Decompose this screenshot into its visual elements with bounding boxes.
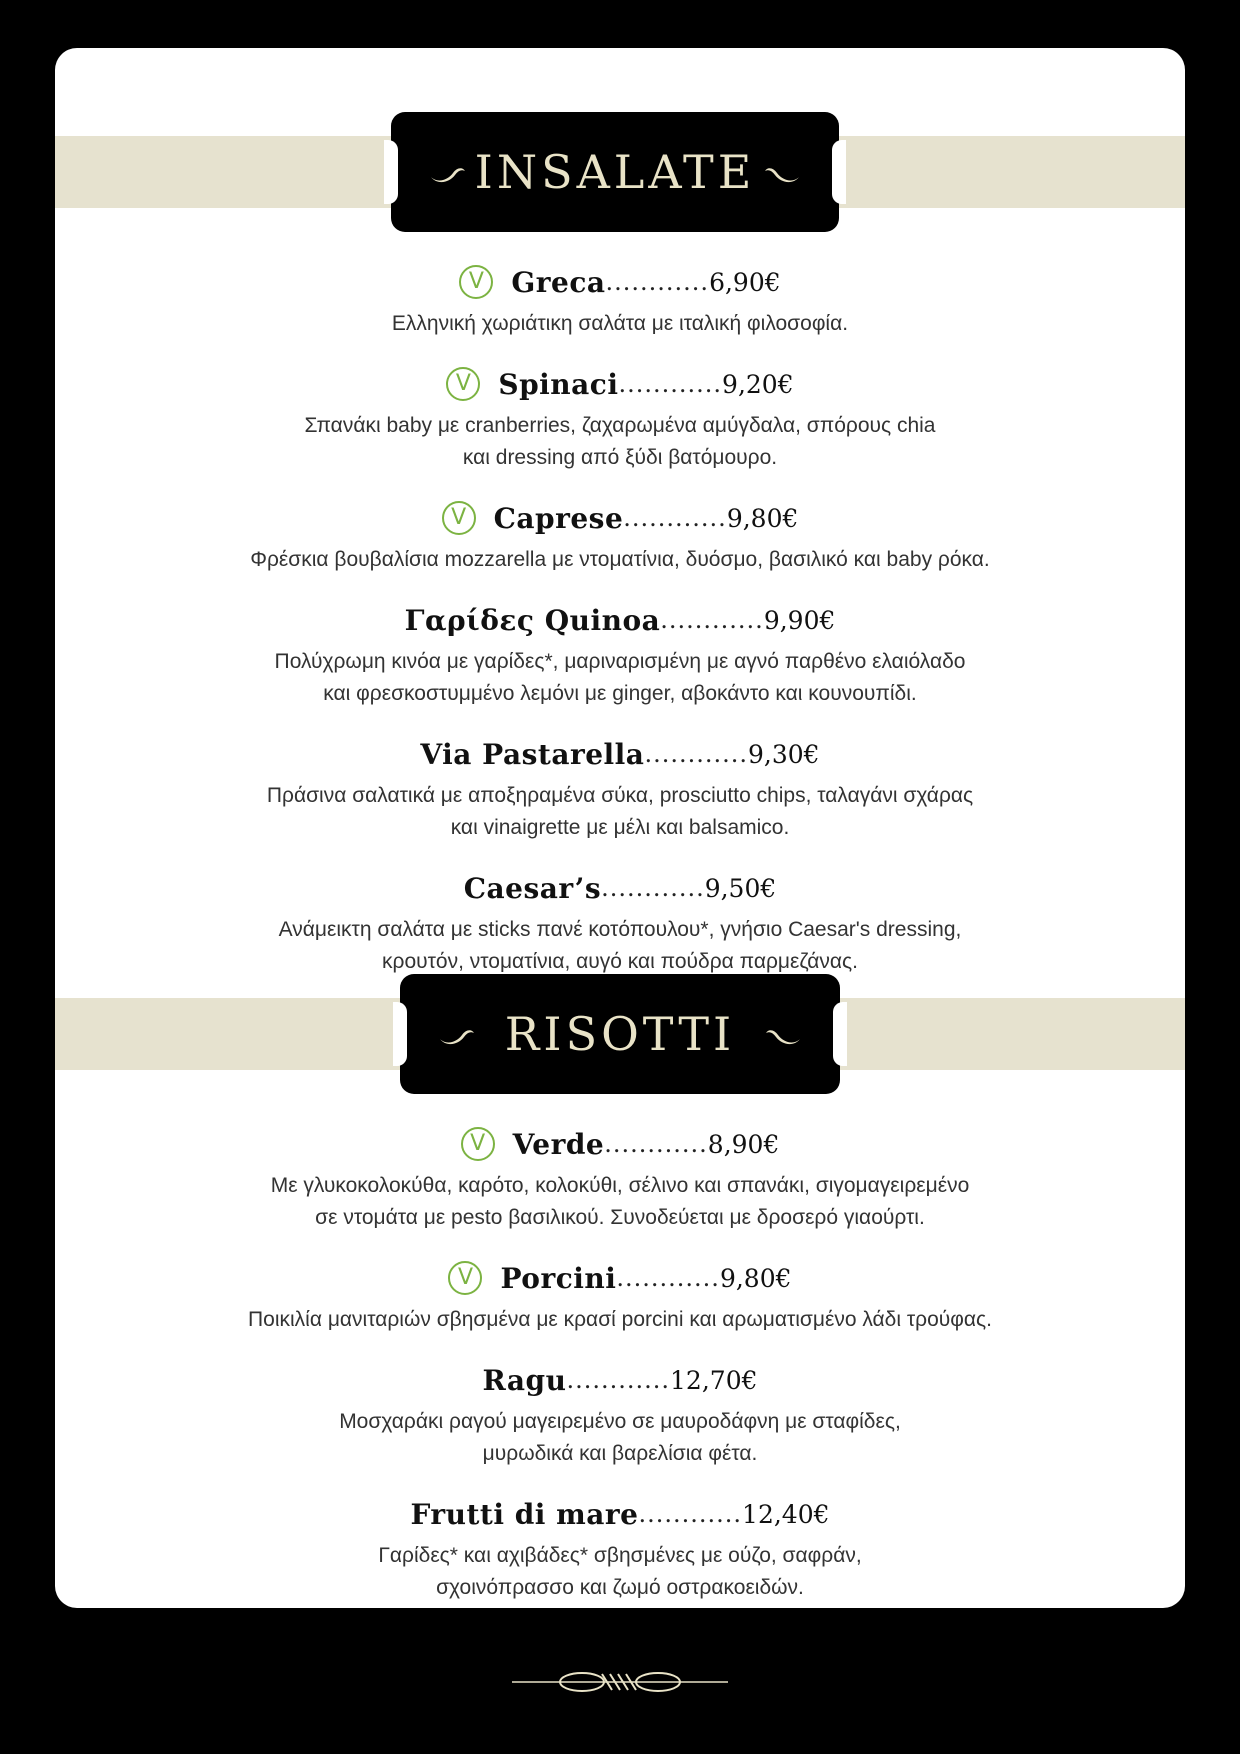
menu-item-name: Porcini bbox=[500, 1261, 617, 1295]
insalate-section bbox=[55, 258, 1185, 998]
footer-flourish-icon bbox=[512, 1662, 728, 1702]
vegetarian-icon: V bbox=[442, 501, 476, 535]
menu-card bbox=[55, 48, 1185, 1608]
menu-item bbox=[55, 730, 1185, 844]
menu-item-dots: ............ bbox=[605, 268, 710, 296]
menu-item-description: Μοσχαράκι ραγού μαγειρεμένο σε μαυροδάφνη με σταφίδες, μυρωδικά και βαρελίσια φέτα. bbox=[339, 1410, 901, 1465]
menu-item-price: 8,90€ bbox=[707, 1129, 780, 1159]
menu-item-header bbox=[55, 1120, 1185, 1168]
menu-item-dots: ............ bbox=[616, 1264, 720, 1292]
menu-item-dots: ............ bbox=[660, 606, 764, 634]
menu-item-description: Με γλυκοκολοκύθα, καρότο, κολοκύθι, σέλινο και σπανάκι, σιγομαγειρεμένο σε ντομάτα με pesto βασιλικού. Συνοδεύεται με δροσερό γιαούρτι. bbox=[270, 1174, 970, 1229]
swirl-right-icon bbox=[763, 159, 803, 185]
menu-item-dots: ............ bbox=[623, 504, 727, 532]
risotti-section bbox=[55, 1120, 1185, 1608]
menu-item-price: 12,70€ bbox=[670, 1365, 758, 1395]
menu-item-price: 9,80€ bbox=[726, 503, 799, 533]
menu-item-name: Spinaci bbox=[498, 367, 619, 401]
menu-item-description: Πολύχρωμη κινόα με γαρίδες*, μαριναρισμένη με αγνό παρθένο ελαιόλαδο και φρεσκοστυμμένο λεμόνι με ginger, αβοκάντο και κουνουπίδι. bbox=[274, 650, 966, 705]
menu-item-header bbox=[55, 494, 1185, 542]
menu-item-description: Ποικιλία μανιταριών σβησμένα με κρασί porcini και αρωματισμένο λάδι τρούφας. bbox=[248, 1308, 992, 1331]
menu-item-price: 6,90€ bbox=[709, 267, 781, 297]
menu-item-header bbox=[55, 1254, 1185, 1302]
menu-item-name: Ragu bbox=[482, 1363, 567, 1397]
menu-item-header bbox=[55, 1356, 1185, 1404]
menu-item-header bbox=[55, 258, 1185, 306]
menu-item-dots: ............ bbox=[566, 1366, 671, 1394]
insalate-header-plaque bbox=[391, 112, 839, 232]
menu-item-price: 12,40€ bbox=[742, 1499, 830, 1529]
swirl-right-icon bbox=[764, 1021, 804, 1047]
menu-item-price: 9,30€ bbox=[748, 739, 820, 769]
menu-item-description: Ελληνική χωριάτικη σαλάτα με ιταλική φιλοσοφία. bbox=[391, 312, 849, 335]
menu-item-header bbox=[55, 1490, 1185, 1538]
menu-item-description: Ανάμεικτη σαλάτα με sticks πανέ κοτόπουλου*, γνήσιο Caesar's dressing, κρουτόν, ντοματίνια, αυγό και πούδρα παρμεζάνας. bbox=[278, 918, 962, 973]
menu-item-description: Γαρίδες* και αχιβάδες* σβησμένες με ούζο, σαφράν, σχοινόπρασσο και ζωμό οστρακοειδών. bbox=[378, 1544, 862, 1599]
vegetarian-icon: V bbox=[461, 1127, 495, 1161]
menu-item-name: Greca bbox=[511, 265, 606, 299]
menu-item-price: 9,20€ bbox=[722, 369, 794, 399]
menu-item-name: Verde bbox=[512, 1127, 605, 1161]
vegetarian-icon: V bbox=[459, 265, 493, 299]
section-title: RISOTTI bbox=[504, 1007, 736, 1061]
menu-item bbox=[55, 864, 1185, 978]
menu-item-dots: ............ bbox=[644, 740, 748, 768]
menu-item-dots: ............ bbox=[604, 1130, 708, 1158]
menu-item bbox=[55, 494, 1185, 576]
menu-item bbox=[55, 1356, 1185, 1470]
section-title: INSALATE bbox=[474, 145, 756, 199]
menu-item-price: 9,80€ bbox=[719, 1263, 792, 1293]
menu-item-header bbox=[55, 730, 1185, 778]
menu-item-header bbox=[55, 360, 1185, 408]
menu-item-name: Caesar’s bbox=[463, 871, 602, 905]
vegetarian-icon: V bbox=[446, 367, 480, 401]
menu-item bbox=[55, 360, 1185, 474]
menu-item-header bbox=[55, 864, 1185, 912]
menu-item bbox=[55, 1254, 1185, 1336]
menu-item-dots: ............ bbox=[618, 370, 723, 398]
swirl-left-icon bbox=[427, 159, 467, 185]
menu-item bbox=[55, 1120, 1185, 1234]
menu-item-dots: ............ bbox=[601, 874, 705, 902]
menu-item-description: Φρέσκια βουβαλίσια mozzarella με ντοματίνια, δυόσμο, βασιλικό και baby ρόκα. bbox=[250, 548, 990, 571]
menu-item bbox=[55, 1490, 1185, 1604]
menu-item-name: Via Pastarella bbox=[420, 737, 645, 771]
menu-item-name: Caprese bbox=[493, 501, 624, 535]
menu-item-price: 9,90€ bbox=[763, 605, 836, 635]
menu-item-price: 9,50€ bbox=[704, 873, 777, 903]
vegetarian-icon: V bbox=[448, 1261, 482, 1295]
menu-item-description: Πράσινα σαλατικά με αποξηραμένα σύκα, prosciutto chips, ταλαγάνι σχάρας και vinaigrette με μέλι και balsamico. bbox=[266, 784, 974, 839]
menu-item bbox=[55, 258, 1185, 340]
menu-item-description: Σπανάκι baby με cranberries, ζαχαρωμένα αμύγδαλα, σπόρους chia και dressing από ξύδι βατόμουρο. bbox=[304, 414, 936, 469]
menu-item-dots: ............ bbox=[638, 1500, 743, 1528]
menu-item bbox=[55, 596, 1185, 710]
menu-item-header bbox=[55, 596, 1185, 644]
swirl-left-icon bbox=[436, 1021, 476, 1047]
menu-item-name: Frutti di mare bbox=[410, 1497, 639, 1531]
menu-item-name: Γαρίδες Quinoa bbox=[404, 603, 661, 637]
